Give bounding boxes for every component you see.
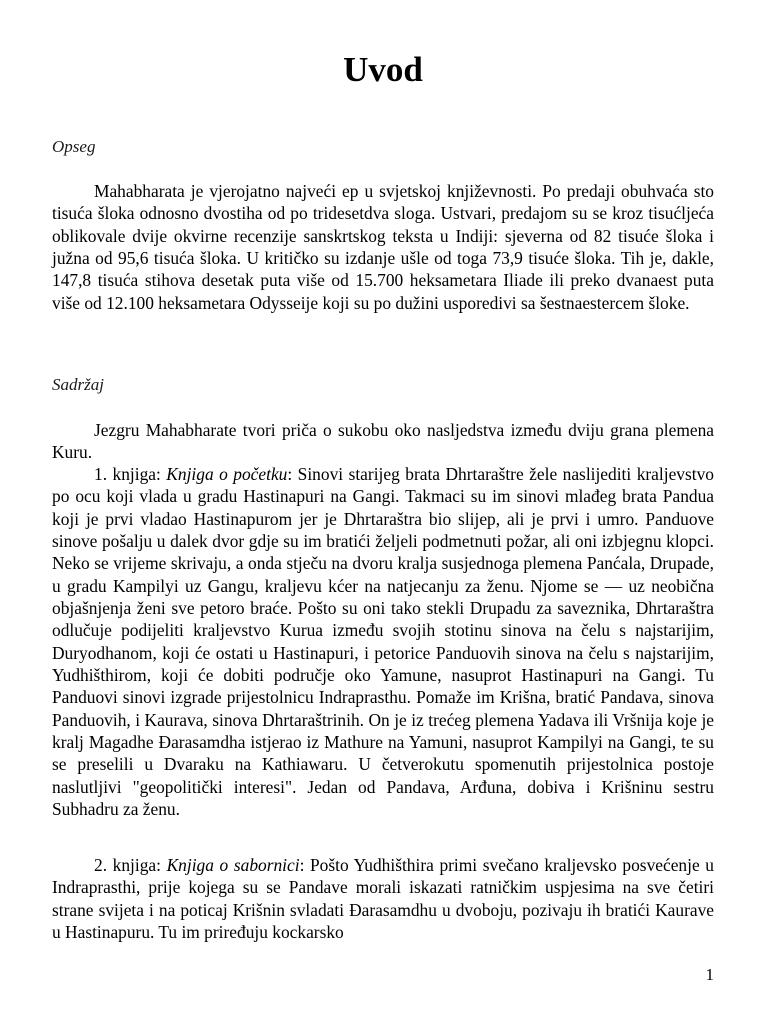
paragraph-book-2 (52, 854, 714, 943)
paragraph-text: Mahabharata je vjerojatno najveći ep u svjetskoj književnosti. Po predaji obuhvaća sto tisuća šloka odnosno dvostiha od po tridesetdva sloga. Ustvari, predajom su se kroz tisućljeća oblikovale dvije okvirne recenzije sanskrtskog teksta u Indiji: sjeverna od 82 tisuće šloka i južna od 95,6 tisuća šloka. U kritičko su izdanje ušle od toga 73,9 tisuće šloka. Tih je, dakle, 147,8 tisuća stihova desetak puta više od 15.700 heksametara Iliade ili preko dvanaest puta više od 12.100 heksametara Odysseije koji su po dužini usporedivi sa šestnaestercem šloke. (52, 181, 714, 313)
page-number: 1 (705, 965, 714, 984)
book-lead: 1. knjiga: (94, 464, 167, 484)
section-heading-opseg: Opseg (52, 137, 96, 156)
paragraph-opseg (52, 180, 714, 314)
paragraph-text: : Pošto Yudhišthira primi svečano kraljevsko posvećenje u Indraprasthi, prije kojega su se Pandave morali iskazati ratničkim uspjesima na sve četiri strane svijeta i na poticaj Krišnin svladati Đarasamdhu u dvoboju, pozivaju ih bratići Kaurave u Hastinapuru. Tu im priređuju kockarsko (52, 855, 714, 943)
book-lead: 2. knjiga: (94, 855, 167, 875)
section-heading-sadrzaj: Sadržaj (52, 375, 104, 394)
book-title: Knjiga o sabornici (166, 855, 300, 875)
paragraph-sadrzaj-intro (52, 419, 714, 464)
paragraph-book-1 (52, 463, 714, 821)
paragraph-text: Jezgru Mahabharate tvori priča o sukobu oko nasljedstva između dviju grana plemena Kuru. (52, 420, 714, 463)
page-title: Uvod (343, 50, 423, 89)
paragraph-text: : Sinovi starijeg brata Dhrtaraštre žele naslijediti kraljevstvo po ocu koji vlada u gradu Hastinapuri na Gangi. Takmaci su im sinovi mlađeg brata Pandua koji je prvi vladao Hastinapurom jer je Dhrtaraštra bio slijep, ali je prvi i umro. Panduove sinove pošalju u dalek dvor gdje su im bratići željeli podmetnuti požar, ali oni izbjegnu klopci. Neko se vrijeme skrivaju, a onda stječu na dvoru kralja susjednoga plemena Panćala, Drupade, u gradu Kampilyi uz Gangu, kraljevu kćer na natjecanju za ženu. Njome se — uz neobična objašnjenja ženi sve petoro braće. Pošto su oni tako stekli Drupadu za saveznika, Dhrtaraštra odlučuje podijeliti kraljevstvo Kurua između svojih stotinu sinova na čelu s najstarijim, Duryodhanom, koji će ostati u Hastinapuri, i petorice Panduovih sinova na čelu s najstarijim, Yudhišthirom, koji će dobiti područje oko Yamune, nasuprot Hastinapuri na Gangi. Tu Panduovi sinovi izgrade prijestolnicu Indraprasthu. Pomaže im Krišna, bratić Pandava, sinova Panduovih, i Kaurava, sinova Dhrtaraštrinih. On je iz trećeg plemena Yadava ili Vršnija koje je kralj Magadhe Đarasamdha istjerao iz Mathure na Yamuni, nasuprot Kampilyi na Gangi, te su se preselili u Dvaraku na Kathiawaru. U četverokutu spomenutih prijestolnica postoje naslutljivi "geopolitički interesi". Jedan od Pandava, Arđuna, dobiva i Krišninu sestru Subhadru za ženu. (52, 464, 714, 820)
book-title: Knjiga o početku (166, 464, 288, 484)
document-page (52, 0, 714, 1024)
